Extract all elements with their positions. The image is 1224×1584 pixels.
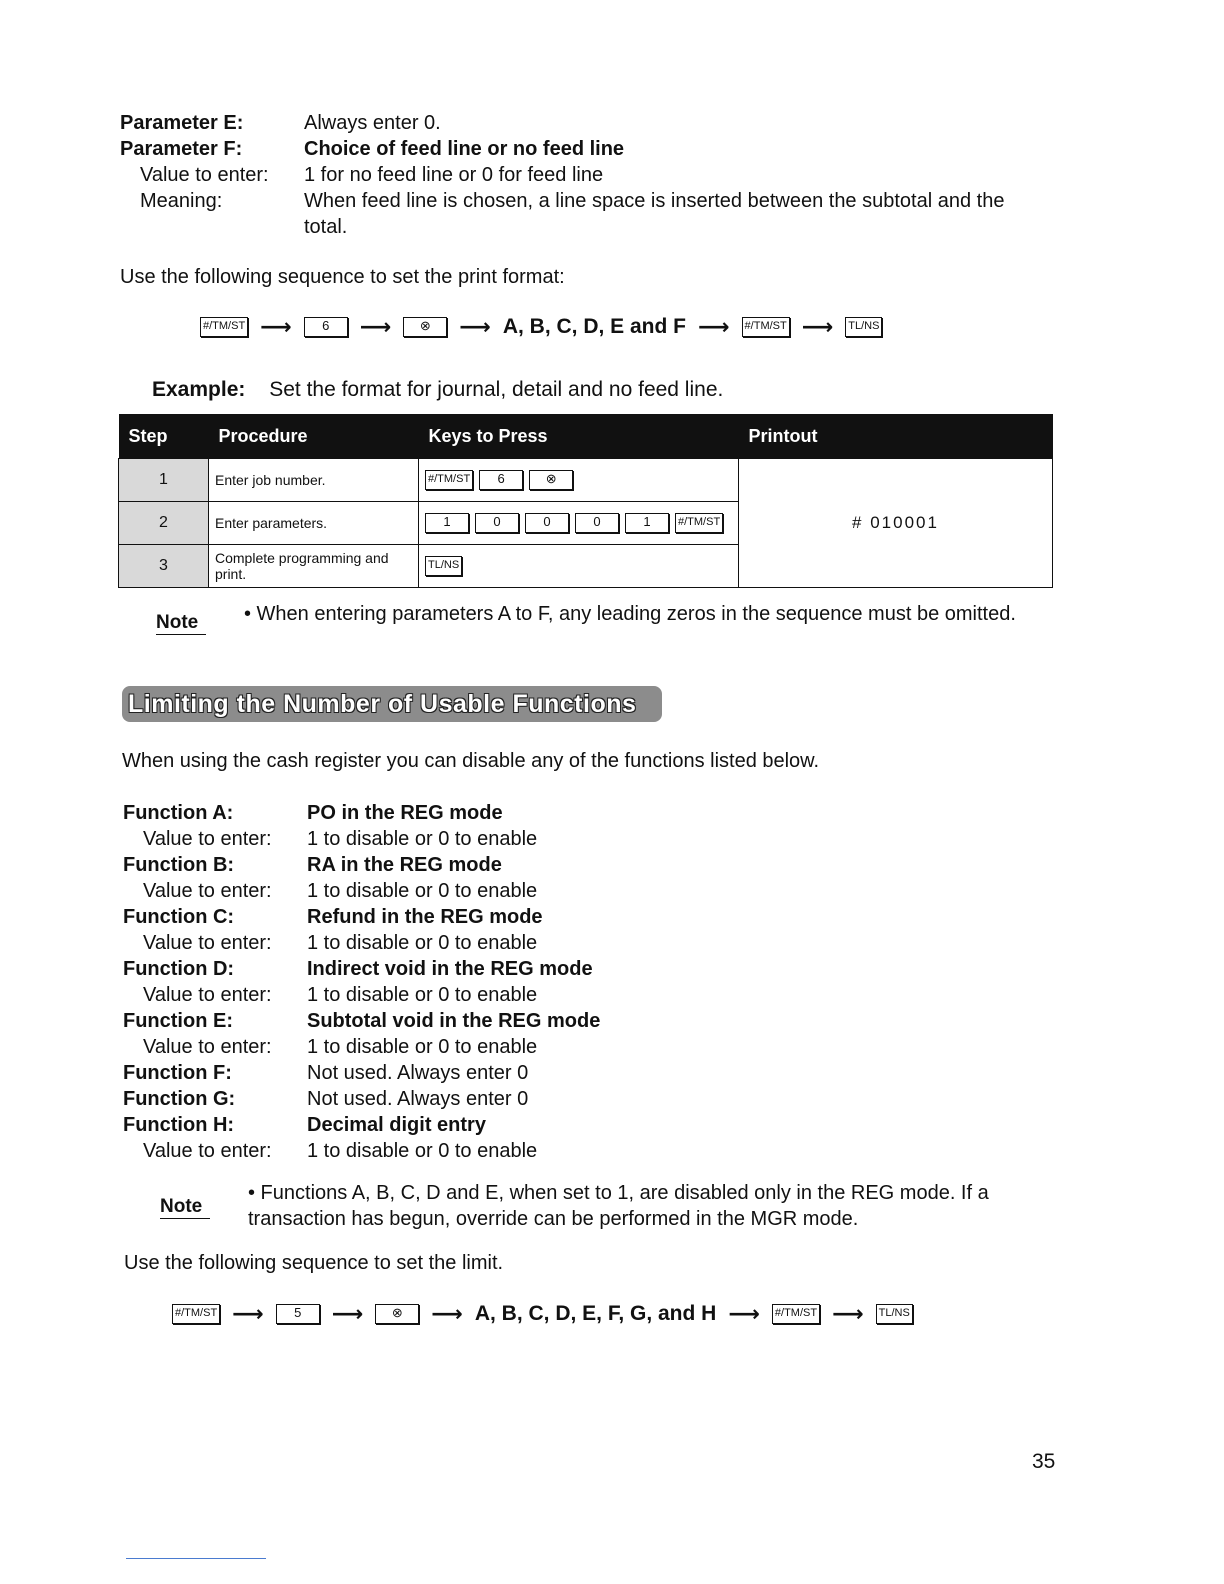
parameter-row [120, 136, 1100, 162]
multiply-key: ⊗ [403, 317, 447, 337]
arrow-icon: ⟶ [698, 314, 730, 339]
function-label: Function H: [123, 1114, 235, 1136]
step-number: 1 [119, 459, 209, 502]
function-value: Refund in the REG mode [307, 906, 543, 928]
function-label: Value to enter: [143, 984, 272, 1006]
function-row [123, 1086, 1103, 1112]
parameter-label: Parameter F: [120, 138, 243, 160]
function-value: Not used. Always enter 0 [307, 1062, 529, 1084]
function-row [123, 1034, 1103, 1060]
tm-st-key: #/TM/ST [772, 1304, 820, 1324]
function-value: 1 to disable or 0 to enable [307, 984, 538, 1006]
function-value: RA in the REG mode [307, 854, 502, 876]
arrow-icon: ⟶ [359, 314, 392, 339]
function-value: Subtotal void in the REG mode [307, 1010, 601, 1032]
example-text: Set the format for journal, detail and no feed line. [269, 378, 724, 401]
function-value: PO in the REG mode [307, 802, 503, 824]
parameter-label: Value to enter: [140, 164, 269, 186]
function-label: Value to enter: [143, 880, 272, 902]
tm-st-key: #/TM/ST [200, 317, 248, 337]
function-value: Not used. Always enter 0 [307, 1088, 529, 1110]
sequence2-intro: Use the following sequence to set the limit. [124, 1252, 504, 1274]
key-cap: #/TM/ST [425, 470, 473, 490]
key-cap: 1 [625, 513, 669, 533]
function-label: Function C: [123, 906, 235, 928]
example-label: Example: [152, 378, 246, 401]
keys-cell [419, 459, 739, 502]
parameter-value: Choice of feed line or no feed line [304, 138, 625, 160]
functions-text: A, B, C, D, E, F, G, and H [474, 1302, 717, 1325]
tm-st-key: #/TM/ST [172, 1304, 220, 1324]
sequence1 [200, 314, 882, 340]
function-row [123, 982, 1103, 1008]
key-cap: 0 [475, 513, 519, 533]
parameter-row [120, 110, 1100, 136]
parameters-text: A, B, C, D, E and F [502, 315, 686, 338]
function-row [123, 1008, 1103, 1034]
parameter-row [120, 188, 1100, 240]
function-value: 1 to disable or 0 to enable [307, 880, 538, 902]
function-label: Value to enter: [143, 1036, 272, 1058]
procedure-cell: Enter parameters. [209, 502, 419, 545]
key-cap: #/TM/ST [675, 513, 723, 533]
table-row [119, 459, 1053, 502]
function-label: Function A: [123, 802, 234, 824]
tl-ns-key: TL/NS [845, 317, 882, 337]
function-label: Value to enter: [143, 1140, 272, 1162]
parameter-label: Parameter E: [120, 112, 244, 134]
parameter-value: Always enter 0. [304, 112, 441, 134]
key-5: 5 [276, 1304, 320, 1324]
arrow-icon: ⟶ [832, 1301, 864, 1326]
parameter-value: When feed line is chosen, a line space is inserted between the subtotal and the total. [304, 190, 1005, 238]
keys-header: Keys to Press [419, 414, 739, 459]
sequence2 [172, 1301, 913, 1327]
key-cap: 0 [525, 513, 569, 533]
function-list [123, 800, 1103, 1164]
function-row [123, 852, 1103, 878]
keys-cell [419, 545, 739, 588]
function-row [123, 1112, 1103, 1138]
key-cap: 1 [425, 513, 469, 533]
function-row [123, 878, 1103, 904]
parameter-list [120, 110, 1100, 240]
arrow-icon: ⟶ [801, 314, 834, 339]
function-value: 1 to disable or 0 to enable [307, 1140, 538, 1162]
arrow-icon: ⟶ [431, 1301, 463, 1326]
function-row [123, 930, 1103, 956]
parameter-label: Meaning: [140, 190, 223, 212]
function-value: 1 to disable or 0 to enable [307, 1036, 538, 1058]
arrow-icon: ⟶ [459, 314, 491, 339]
function-label: Value to enter: [143, 828, 272, 850]
printout-cell: # 010001 [739, 459, 1053, 588]
function-label: Function F: [123, 1062, 232, 1084]
arrow-icon: ⟶ [232, 1301, 264, 1326]
key-cap: TL/NS [425, 556, 462, 576]
function-row [123, 904, 1103, 930]
function-row [123, 1138, 1103, 1164]
function-row [123, 956, 1103, 982]
key-cap: 0 [575, 513, 619, 533]
step-number: 2 [119, 502, 209, 545]
sequence1-intro: Use the following sequence to set the print format: [120, 266, 565, 288]
note-icon: Note [156, 612, 206, 635]
example-line [152, 378, 723, 402]
printout-header: Printout [739, 414, 1053, 459]
function-value: 1 to disable or 0 to enable [307, 932, 538, 954]
key-cap: 6 [479, 470, 523, 490]
function-row [123, 1060, 1103, 1086]
key-cap: ⊗ [529, 470, 573, 490]
function-value: Decimal digit entry [307, 1114, 486, 1136]
function-label: Function B: [123, 854, 235, 876]
section-title: Limiting the Number of Usable Functions [122, 686, 662, 722]
step-number: 3 [119, 545, 209, 588]
function-label: Function G: [123, 1088, 236, 1110]
function-row [123, 800, 1103, 826]
function-row [123, 826, 1103, 852]
note1-text: • When entering parameters A to F, any leading zeros in the sequence must be omitted. [244, 603, 1016, 625]
arrow-icon: ⟶ [331, 1301, 364, 1326]
steps-table [118, 414, 1053, 588]
step-header: Step [119, 414, 209, 459]
multiply-key: ⊗ [375, 1304, 419, 1324]
key-6: 6 [304, 317, 348, 337]
note2-text: • Functions A, B, C, D and E, when set to 1, are disabled only in the REG mode. If a transaction has begun, override can be performed in the MGR mode. [248, 1182, 989, 1230]
section-intro: When using the cash register you can disable any of the functions listed below. [122, 750, 820, 772]
arrow-icon: ⟶ [728, 1301, 760, 1326]
tm-st-key: #/TM/ST [742, 317, 790, 337]
procedure-cell: Enter job number. [209, 459, 419, 502]
function-label: Function E: [123, 1010, 233, 1032]
page-number: 35 [1032, 1450, 1056, 1473]
procedure-header: Procedure [209, 414, 419, 459]
procedure-cell: Complete programming and print. [209, 545, 419, 588]
tl-ns-key: TL/NS [876, 1304, 913, 1324]
function-label: Function D: [123, 958, 235, 980]
function-label: Value to enter: [143, 932, 272, 954]
function-value: Indirect void in the REG mode [307, 958, 593, 980]
footer-rule [126, 1558, 266, 1559]
arrow-icon: ⟶ [260, 314, 292, 339]
function-value: 1 to disable or 0 to enable [307, 828, 538, 850]
note-icon: Note [160, 1196, 210, 1219]
keys-cell [419, 502, 739, 545]
parameter-value: 1 for no feed line or 0 for feed line [304, 164, 604, 186]
parameter-row [120, 162, 1100, 188]
